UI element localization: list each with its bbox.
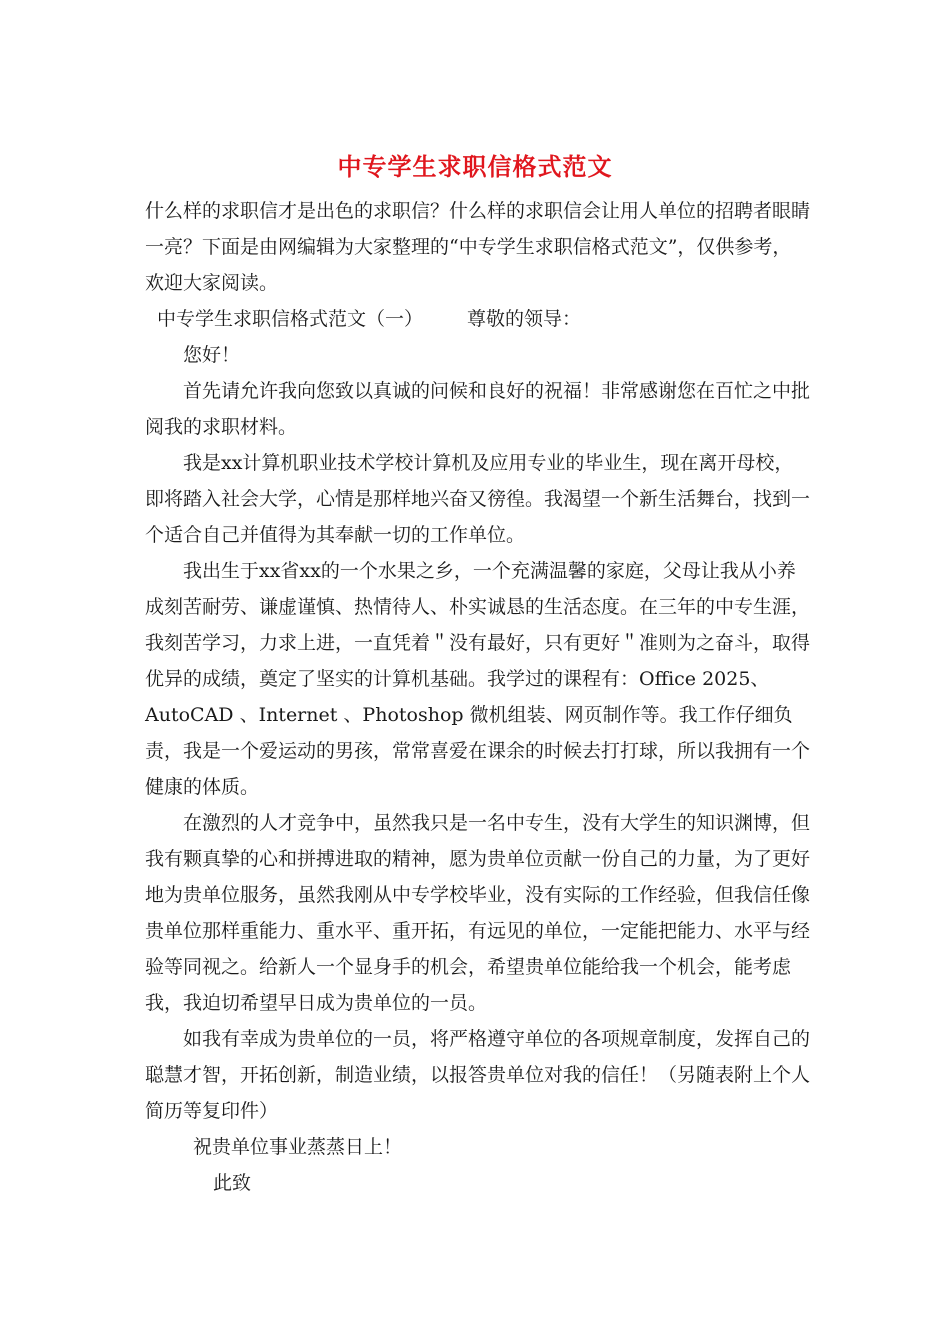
closing-wish: 祝贵单位事业蒸蒸日上！ [193,1136,403,1158]
salutation: 尊敬的领导： [467,308,582,330]
document-title: 中专学生求职信格式范文 [337,152,613,181]
body-paragraph: 我出生于xx省xx的一个水果之乡，一个充满温馨的家庭，父母让我从小养成刻苦耐劳、谦虚谨慎、热情待人、朴实诚恳的生活态度。在三年的中专生涯，我刻苦学习，力求上进，一直凭着＂没有最好，只有更好＂准则为之奋斗，取得优异的成绩，奠定了坚实的计算机基础。我学过的课程有：Office 2025、AutoCAD 、Internet 、Photoshop 微机组装、网页制作等。我工作仔细负责，我是一个爱运动的男孩，常常喜爱在课余的时候去打打球，所以我拥有一个健康的体质。 [145,560,811,798]
closing-regards: 此致 [213,1172,252,1194]
body-paragraph: 我是xx计算机职业技术学校计算机及应用专业的毕业生，现在离开母校，即将踏入社会大学，心情是那样地兴奋又徬徨。我渴望一个新生活舞台，找到一个适合自己并值得为其奉献一切的工作单位。 [145,452,811,546]
section-heading: 中专学生求职信格式范文（一） [157,308,424,330]
body-paragraph: 如我有幸成为贵单位的一员，将严格遵守单位的各项规章制度，发挥自己的聪慧才智，开拓创新，制造业绩，以报答贵单位对我的信任！（另随表附上个人简历等复印件） [145,1028,811,1122]
section-heading-line [145,301,810,337]
document-body [145,193,810,1201]
intro-paragraph: 什么样的求职信才是出色的求职信？什么样的求职信会让用人单位的招聘者眼睛一亮？下面是由网编辑为大家整理的“中专学生求职信格式范文”，仅供参考，欢迎大家阅读。 [145,200,811,294]
body-paragraph: 在激烈的人才竞争中，虽然我只是一名中专生，没有大学生的知识渊博，但我有颗真挚的心和拼搏进取的精神，愿为贵单位贡献一份自己的力量，为了更好地为贵单位服务，虽然我刚从中专学校毕业，没有实际的工作经验，但我信任像贵单位那样重能力、重水平、重开拓，有远见的单位，一定能把能力、水平与经验等同视之。给新人一个显身手的机会，希望贵单位能给我一个机会，能考虑我，我迫切希望早日成为贵单位的一员。 [145,812,811,1014]
body-paragraph: 首先请允许我向您致以真诚的问候和良好的祝福！非常感谢您在百忙之中批阅我的求职材料。 [145,380,811,438]
greeting: 您好！ [183,344,241,366]
